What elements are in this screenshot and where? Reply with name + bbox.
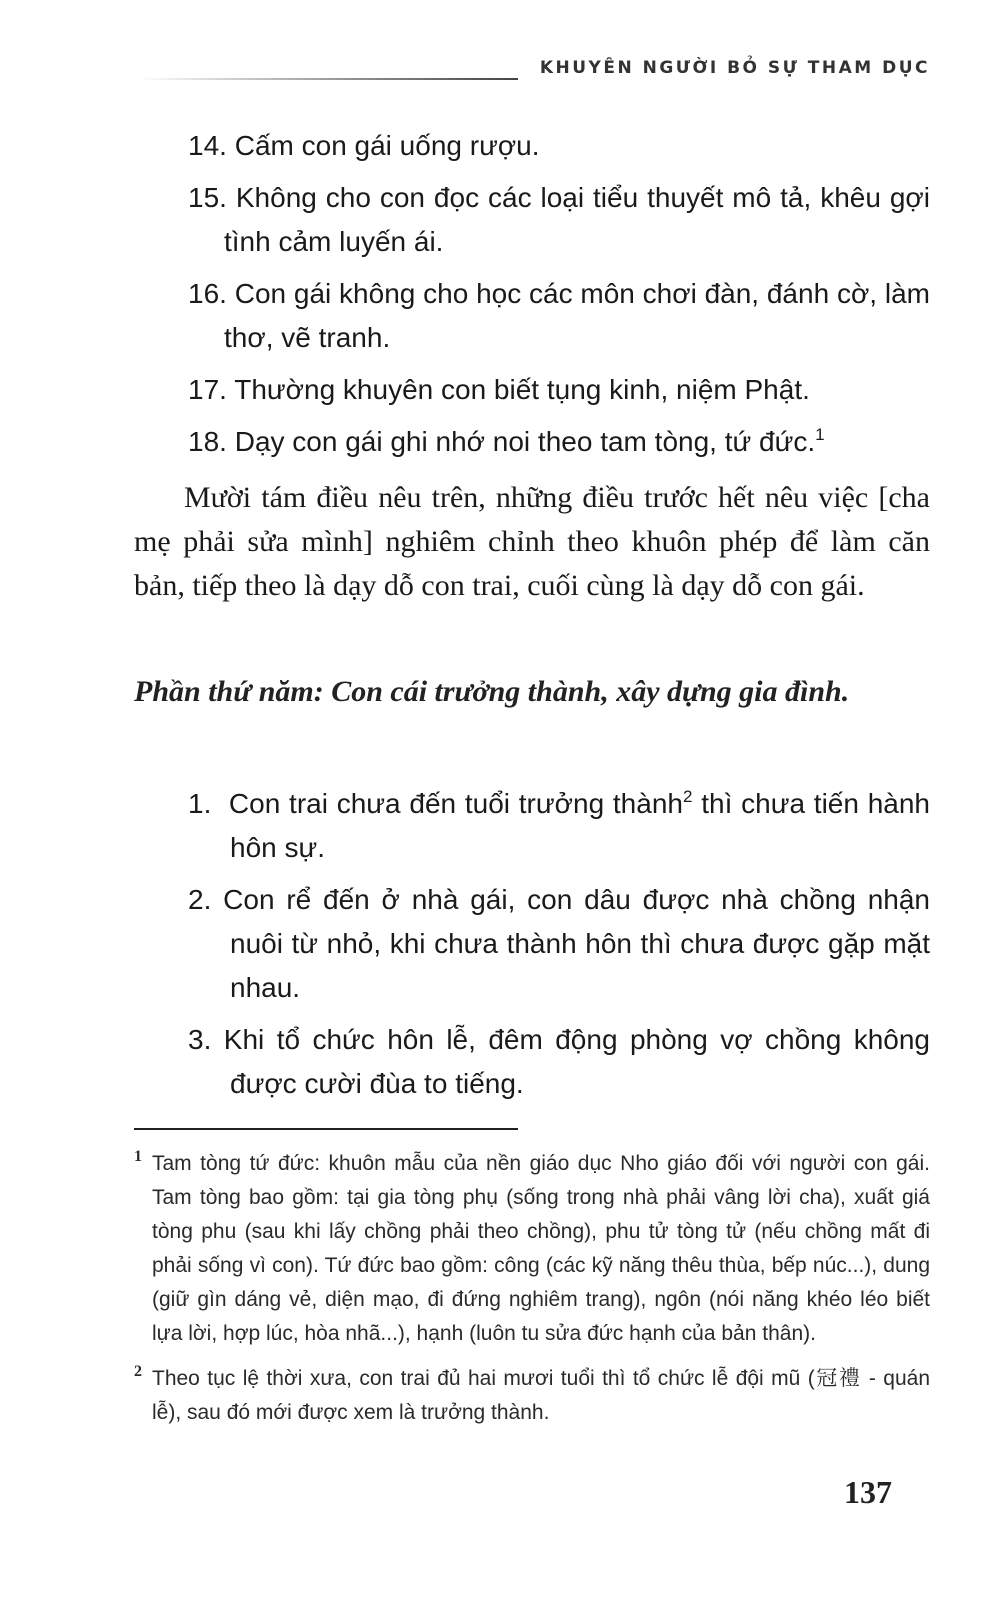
summary-paragraph: Mười tám điều nêu trên, những điều trước hết nêu việc [cha mẹ phải sửa mình] nghiêm chỉnh theo khuôn phép để làm căn bản, tiếp theo là dạy dỗ con trai, cuối cùng là dạy dỗ con gái. <box>134 481 930 602</box>
list-item <box>188 782 930 870</box>
item-text: Dạy con gái ghi nhớ noi theo tam tòng, tứ đức. <box>234 426 816 457</box>
list-item <box>188 124 930 168</box>
footnote-mark: 1 <box>134 1148 142 1165</box>
running-title: KHUYÊN NGƯỜI BỎ SỰ THAM DỤC <box>539 58 930 78</box>
list-item <box>188 878 930 1010</box>
item-number: 17. <box>188 374 227 405</box>
footnote-ref[interactable]: 1 <box>815 425 825 444</box>
list-item <box>188 176 930 264</box>
item-number: 18. <box>188 426 227 457</box>
item-text: Thường khuyên con biết tụng kinh, niệm Phật. <box>234 374 810 405</box>
section-heading: Phần thứ năm: Con cái trưởng thành, xây dựng gia đình. <box>134 675 850 708</box>
rules-list-continued <box>188 124 930 472</box>
item-number: 3. <box>188 1024 212 1055</box>
list-item <box>188 1018 930 1106</box>
list-item <box>188 272 930 360</box>
page-number: 137 <box>844 1474 892 1510</box>
header-rule <box>138 78 518 80</box>
item-number: 14. <box>188 130 227 161</box>
item-text-after: thì chưa tiến hành hôn sự. <box>230 788 930 863</box>
footnotes <box>134 1140 930 1434</box>
footnote-mark: 2 <box>134 1363 142 1380</box>
footnote-2 <box>134 1355 930 1430</box>
item-number: 2. <box>188 884 212 915</box>
footnote-text: Tam tòng tứ đức: khuôn mẫu của nền giáo dục Nho giáo đối với người con gái. Tam tòng bao gồm: tại gia tòng phụ (sống trong nhà phải vâng lời cha), xuất giá tòng phu (sau khi lấy chồng phải theo chồng), phu tử tòng tử (nếu chồng mất đi phải sống vì con). Tứ đức bao gồm: công (các kỹ năng thêu thùa, bếp núc...), dung (giữ gìn dáng vẻ, diện mạo, đi đứng nghiêm trang), ngôn (nói năng khéo léo biết lựa lời, hợp lúc, hòa nhã...), hạnh (luôn tu sửa đức hạnh của bản thân). <box>152 1152 930 1345</box>
item-number: 15. <box>188 182 227 213</box>
item-text: Không cho con đọc các loại tiểu thuyết mô tả, khêu gợi tình cảm luyến ái. <box>224 182 930 257</box>
footnote-separator <box>134 1128 518 1130</box>
item-text: Con rể đến ở nhà gái, con dâu được nhà chồng nhận nuôi từ nhỏ, khi chưa thành hôn thì chưa được gặp mặt nhau. <box>223 884 931 1003</box>
marriage-rules-list <box>188 782 930 1114</box>
item-text: Con trai chưa đến tuổi trưởng thành <box>228 788 683 819</box>
footnote-1 <box>134 1140 930 1351</box>
list-item <box>188 420 930 464</box>
item-number: 16. <box>188 278 227 309</box>
list-item <box>188 368 930 412</box>
item-number: 1. <box>188 788 212 819</box>
item-text: Cấm con gái uống rượu. <box>234 130 540 161</box>
item-text: Con gái không cho học các môn chơi đàn, đánh cờ, làm thơ, vẽ tranh. <box>224 278 930 353</box>
footnote-text: Theo tục lệ thời xưa, con trai đủ hai mươi tuổi thì tổ chức lễ đội mũ (冠禮 - quán lễ), sau đó mới được xem là trưởng thành. <box>152 1367 930 1424</box>
item-text: Khi tổ chức hôn lễ, đêm động phòng vợ chồng không được cười đùa to tiếng. <box>223 1024 931 1099</box>
running-header <box>138 58 930 88</box>
footnote-ref[interactable]: 2 <box>682 787 693 806</box>
